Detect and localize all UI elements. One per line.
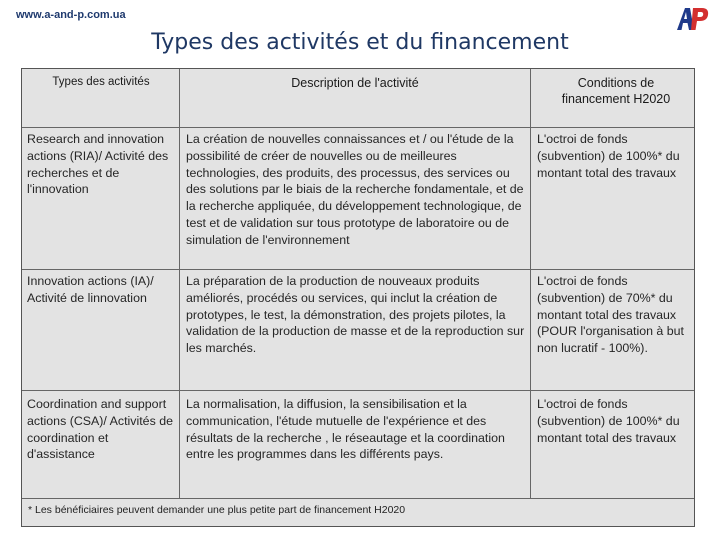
table-cell-type: Innovation actions (IA)/ Activité de linnovation: [27, 274, 154, 305]
site-url: www.a-and-p.com.ua: [16, 9, 126, 21]
footnote: * Les bénéficiaires peuvent demander une plus petite part de financement H2020: [28, 504, 406, 516]
row-divider: [22, 498, 694, 499]
column-header-conditions: Conditions de financement H2020: [561, 76, 671, 106]
table-cell-type: Coordination and support actions (CSA)/ Activités de coordination et d'assistance: [27, 397, 173, 462]
table-cell-description: La normalisation, la diffusion, la sensibilisation et la communication, l'étude mutuelle de l'expérience et des résultats de la recherche , le réseautage et la coordination entre les programmes dans les différents pays.: [186, 397, 505, 462]
column-divider: [530, 69, 531, 498]
table-cell-conditions: L'octroi de fonds (subvention) de 70%* du montant total des travaux (POUR l'organisation à but non lucratif - 100%).: [537, 274, 684, 356]
row-divider: [22, 390, 694, 391]
table-cell-description: La préparation de la production de nouveaux produits améliorés, procédés ou services, qui inclut la création de prototypes, le test, la démonstration, des projets pilotes, la validation de la production de masse et de la reproduction sur les marchés.: [186, 274, 525, 356]
column-header-types: Types des activités: [52, 76, 150, 88]
page-title: Types des activités et du financement: [151, 30, 569, 55]
table-cell-type: Research and innovation actions (RIA)/ Activité des recherches et de l'innovation: [27, 132, 169, 197]
column-divider: [179, 69, 180, 498]
row-divider: [22, 127, 694, 128]
table-cell-conditions: L'octroi de fonds (subvention) de 100%* du montant total des travaux: [537, 397, 680, 445]
row-divider: [22, 269, 694, 270]
table-cell-conditions: L'octroi de fonds (subvention) de 100%* du montant total des travaux: [537, 132, 680, 180]
activities-table: [21, 68, 695, 527]
table-cell-description: La création de nouvelles connaissances et / ou l'étude de la possibilité de créer de nouvelles ou de meilleures technologies, des produits, des processus, des services ou des solutions par le biais de la recherche fondamentale, et de la recherche appliquée, du développement technologique, de test et de validation sur tous prototype de laboratoire ou de simulation de l'environnement: [186, 132, 524, 247]
column-header-description: Description de l'activité: [291, 76, 419, 90]
logo-p-shape: [691, 8, 708, 30]
